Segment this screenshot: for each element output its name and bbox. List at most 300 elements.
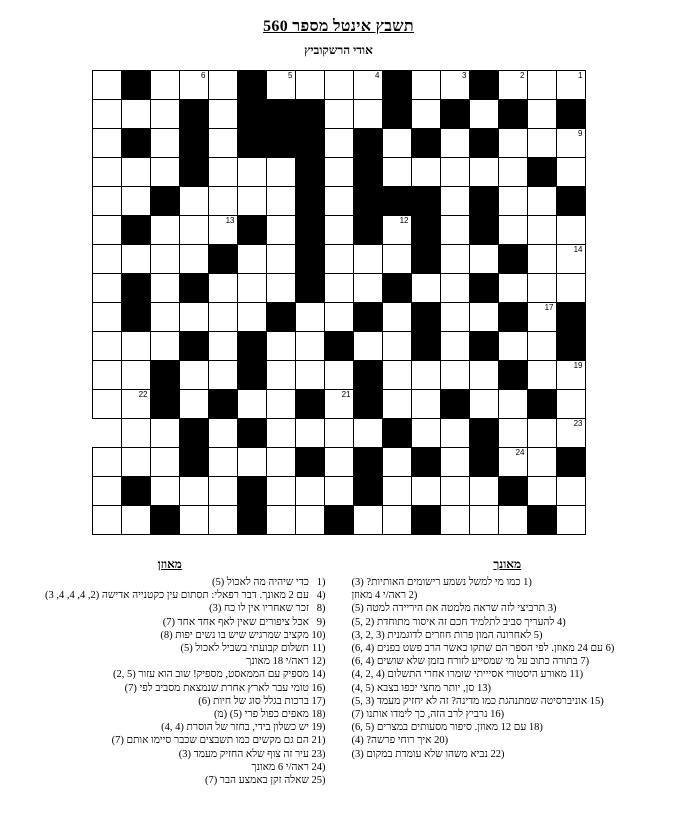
grid-cell-open[interactable] (469, 245, 498, 274)
grid-cell-number: 13 (225, 216, 235, 225)
grid-cell-open[interactable] (150, 245, 179, 274)
across-clue-item (14, 629, 326, 642)
grid-cell-open[interactable] (382, 448, 411, 477)
grid-cell-open[interactable] (295, 303, 324, 332)
grid-cell-open[interactable] (382, 303, 411, 332)
grid-cell-open[interactable] (324, 129, 353, 158)
grid-cell-open[interactable] (266, 477, 295, 506)
down-clue-number: (13 (476, 682, 491, 694)
grid-cell-block (237, 129, 266, 158)
grid-cell-open[interactable] (469, 477, 498, 506)
grid-cell-open[interactable] (411, 158, 440, 187)
across-clue-text: הם גם מקשים כמו תשבצים שכבר סיימו אותם (7) (111, 735, 312, 747)
grid-cell-open[interactable] (469, 303, 498, 332)
grid-cell-block (237, 71, 266, 100)
grid-cell-open[interactable] (208, 158, 237, 187)
grid-cell-open[interactable] (324, 361, 353, 390)
grid-cell-open[interactable] (266, 187, 295, 216)
grid-cell-block (411, 187, 440, 216)
grid-cell-number: 17 (544, 303, 554, 312)
grid-cell-open[interactable] (382, 390, 411, 419)
grid-cell-block (498, 303, 527, 332)
grid-cell-block (498, 361, 527, 390)
grid-cell-open[interactable] (411, 71, 440, 100)
grid-cell-block (150, 506, 179, 535)
grid-cell-open[interactable] (324, 419, 353, 448)
across-clue-text: תשלום קבועתי בשביל לאכול (5) (180, 643, 312, 655)
grid-cell-block (295, 129, 324, 158)
grid-row (92, 158, 585, 187)
grid-cell-open[interactable] (266, 158, 295, 187)
grid-cell-open[interactable] (353, 71, 382, 100)
grid-cell-block (295, 187, 324, 216)
grid-row (92, 506, 585, 535)
grid-cell-open[interactable] (237, 448, 266, 477)
grid-cell-open[interactable] (150, 100, 179, 129)
grid-cell-block (295, 216, 324, 245)
grid-cell-open[interactable] (295, 506, 324, 535)
grid-cell-open[interactable] (527, 477, 556, 506)
across-clue-number: (19 (311, 722, 326, 734)
down-clue-text: ראה/י 4 מאוזן (351, 590, 409, 602)
across-clue-text: אכל ציפורים שאין לאף אחד אחד (7) (162, 616, 312, 628)
grid-cell-open[interactable] (556, 361, 585, 390)
grid-cell-open[interactable] (353, 419, 382, 448)
grid-cell-open[interactable] (92, 303, 121, 332)
grid-cell-open[interactable] (527, 216, 556, 245)
grid-cell-open[interactable] (179, 361, 208, 390)
grid-cell-open[interactable] (527, 187, 556, 216)
grid-cell-block (179, 100, 208, 129)
grid-cell-number: 20 (515, 361, 525, 370)
grid-cell-open[interactable] (498, 129, 527, 158)
grid-cell-open[interactable] (527, 245, 556, 274)
grid-cell-open[interactable] (324, 71, 353, 100)
grid-cell-block (295, 158, 324, 187)
grid-cell-open[interactable] (121, 187, 150, 216)
across-clue-text: טומי עבר לארץ אחרת שנמצאת מסביב לפי (7) (124, 682, 312, 694)
clues-across-list (14, 576, 326, 787)
grid-cell-open[interactable] (498, 390, 527, 419)
grid-cell-number: 8 (201, 100, 206, 109)
grid-cell-block (411, 216, 440, 245)
grid-row (92, 216, 585, 245)
grid-cell-open[interactable] (556, 274, 585, 303)
grid-cell-block (469, 419, 498, 448)
grid-cell-open[interactable] (266, 448, 295, 477)
grid-cell-open[interactable] (556, 216, 585, 245)
grid-cell-open[interactable] (527, 303, 556, 332)
grid-cell-number: 9 (578, 129, 583, 138)
grid-cell-open[interactable] (179, 245, 208, 274)
grid-cell-open[interactable] (411, 274, 440, 303)
grid-cell-block (353, 477, 382, 506)
grid-cell-open[interactable] (208, 419, 237, 448)
grid-cell-open[interactable] (469, 506, 498, 535)
grid-cell-block (295, 245, 324, 274)
grid-cell-open[interactable] (208, 448, 237, 477)
grid-row (92, 390, 585, 419)
grid-cell-open[interactable] (92, 332, 121, 361)
grid-cell-number: 1 (578, 71, 583, 80)
down-clue-item (351, 734, 663, 747)
grid-cell-block (295, 448, 324, 477)
grid-cell-open[interactable] (266, 71, 295, 100)
grid-cell-open[interactable] (92, 158, 121, 187)
grid-cell-open[interactable] (150, 332, 179, 361)
grid-row (92, 187, 585, 216)
grid-cell-block (121, 216, 150, 245)
down-clue-item (351, 642, 663, 655)
grid-cell-open[interactable] (556, 419, 585, 448)
clues-down-heading: מאונך (493, 557, 522, 571)
across-clue-text: ברכות בגלל סוג של חיות (6) (198, 695, 312, 707)
grid-cell-open[interactable] (150, 274, 179, 303)
grid-cell-block (150, 361, 179, 390)
grid-cell-open[interactable] (92, 361, 121, 390)
down-clue-number: (2 (408, 590, 418, 602)
grid-cell-open[interactable] (150, 71, 179, 100)
grid-cell-open[interactable] (208, 274, 237, 303)
grid-cell-open[interactable] (498, 419, 527, 448)
grid-cell-open[interactable] (208, 506, 237, 535)
grid-cell-open[interactable] (237, 303, 266, 332)
grid-cell-open[interactable] (440, 477, 469, 506)
grid-cell-open[interactable] (121, 158, 150, 187)
grid-cell-block (469, 448, 498, 477)
grid-cell-open[interactable] (469, 158, 498, 187)
grid-cell-open[interactable] (237, 390, 266, 419)
grid-cell-block (266, 100, 295, 129)
grid-cell-open[interactable] (179, 390, 208, 419)
grid-cell-open[interactable] (527, 71, 556, 100)
grid-cell-block (150, 187, 179, 216)
grid-cell-open[interactable] (237, 274, 266, 303)
grid-cell-open[interactable] (498, 448, 527, 477)
grid-cell-number: 25 (312, 448, 322, 457)
grid-cell-open[interactable] (266, 506, 295, 535)
down-clue-item (351, 655, 663, 668)
grid-cell-block (237, 100, 266, 129)
across-clue-item (14, 774, 326, 787)
grid-cell-open[interactable] (179, 71, 208, 100)
grid-cell-open[interactable] (208, 216, 237, 245)
grid-cell-open[interactable] (208, 303, 237, 332)
grid-cell-open[interactable] (208, 332, 237, 361)
grid-cell-block (179, 158, 208, 187)
across-clue-item (14, 668, 326, 681)
grid-row (92, 448, 585, 477)
grid-cell-open[interactable] (440, 158, 469, 187)
grid-cell-number: 4 (375, 71, 380, 80)
grid-cell-open[interactable] (411, 100, 440, 129)
grid-cell-open[interactable] (121, 390, 150, 419)
grid-cell-open[interactable] (382, 216, 411, 245)
grid-cell-open[interactable] (208, 100, 237, 129)
grid-cell-open[interactable] (324, 187, 353, 216)
down-clue-text: בתורה כתוב על מי שמסייע לזורח בזמן שלא שושים (4 ,6) (351, 656, 581, 668)
grid-cell-open[interactable] (498, 158, 527, 187)
grid-cell-open[interactable] (527, 100, 556, 129)
across-clue-number: (21 (311, 735, 326, 747)
grid-cell-open[interactable] (440, 419, 469, 448)
grid-cell-open[interactable] (498, 274, 527, 303)
grid-cell-open[interactable] (556, 71, 585, 100)
grid-cell-open[interactable] (266, 361, 295, 390)
grid-cell-block (179, 419, 208, 448)
grid-cell-number: 16 (399, 274, 409, 283)
grid-cell-open[interactable] (353, 245, 382, 274)
grid-cell-open[interactable] (556, 158, 585, 187)
grid-cell-open[interactable] (324, 448, 353, 477)
grid-cell-open[interactable] (411, 419, 440, 448)
grid-cell-open[interactable] (440, 303, 469, 332)
grid-cell-block (382, 274, 411, 303)
grid-cell-open[interactable] (208, 477, 237, 506)
grid-cell-block (353, 187, 382, 216)
grid-cell-block (353, 158, 382, 187)
grid-cell-open[interactable] (208, 71, 237, 100)
grid-cell-open[interactable] (150, 158, 179, 187)
grid-cell-open[interactable] (121, 361, 150, 390)
grid-cell-open[interactable] (179, 506, 208, 535)
grid-cell-open[interactable] (440, 187, 469, 216)
grid-cell-open[interactable] (266, 332, 295, 361)
grid-cell-open[interactable] (179, 303, 208, 332)
grid-cell-number: 11 (574, 187, 583, 196)
grid-cell-block (469, 187, 498, 216)
grid-cell-open[interactable] (469, 100, 498, 129)
across-clue-item (14, 682, 326, 695)
grid-cell-open[interactable] (237, 187, 266, 216)
grid-cell-open[interactable] (208, 361, 237, 390)
grid-cell-open[interactable] (121, 506, 150, 535)
grid-cell-open[interactable] (121, 245, 150, 274)
grid-cell-open[interactable] (556, 390, 585, 419)
grid-cell-open[interactable] (208, 187, 237, 216)
grid-cell-block (440, 100, 469, 129)
grid-cell-open[interactable] (440, 448, 469, 477)
grid-cell-open[interactable] (382, 361, 411, 390)
grid-cell-open[interactable] (382, 332, 411, 361)
grid-cell-open[interactable] (440, 245, 469, 274)
grid-cell-block (411, 303, 440, 332)
grid-cell-open[interactable] (92, 506, 121, 535)
down-clue-number: (4 (557, 616, 566, 628)
grid-cell-open[interactable] (266, 245, 295, 274)
grid-cell-open[interactable] (440, 332, 469, 361)
grid-cell-open[interactable] (527, 129, 556, 158)
down-clue-text: תרביצי לזה שראה מלמטה את היריידה למטה (5) (351, 603, 548, 615)
grid-cell-open[interactable] (150, 419, 179, 448)
grid-cell-block (121, 129, 150, 158)
down-clue-number: (11 (569, 669, 584, 681)
across-clue-item (14, 642, 326, 655)
grid-cell-open[interactable] (469, 390, 498, 419)
grid-cell-number: 19 (573, 361, 583, 370)
down-clue-item (351, 602, 663, 615)
grid-row (92, 129, 585, 158)
grid-cell-open[interactable] (92, 448, 121, 477)
grid-cell-block (527, 390, 556, 419)
grid-cell-open[interactable] (527, 332, 556, 361)
grid-cell-open[interactable] (324, 274, 353, 303)
across-clue-number: (9 (316, 616, 326, 628)
grid-cell-open[interactable] (498, 187, 527, 216)
grid-cell-block (237, 332, 266, 361)
grid-row (92, 303, 585, 332)
grid-cell-open[interactable] (382, 477, 411, 506)
grid-cell-open[interactable] (382, 506, 411, 535)
grid-cell-open[interactable] (150, 303, 179, 332)
grid-cell-open[interactable] (266, 274, 295, 303)
across-clue-number: (24 (311, 761, 326, 773)
grid-cell-open[interactable] (353, 274, 382, 303)
grid-cell-open[interactable] (498, 216, 527, 245)
page-title: תשבץ אינטל מספר 560 (263, 18, 414, 35)
grid-cell-open[interactable] (556, 129, 585, 158)
grid-cell-open[interactable] (324, 390, 353, 419)
across-clue-text: עם 2 מאונך. דבר רפאלי: תסתום עין כקטנייה אדישה (2, 4, 4, 4, 3) (45, 590, 312, 602)
grid-cell-open[interactable] (150, 448, 179, 477)
grid-cell-open[interactable] (92, 187, 121, 216)
grid-cell-open[interactable] (440, 506, 469, 535)
grid-cell-open[interactable] (440, 274, 469, 303)
grid-cell-open[interactable] (440, 129, 469, 158)
grid-cell-open[interactable] (92, 245, 121, 274)
down-clue-text: נרביץ לרב הזה, כך לימדו אותנו (7) (351, 709, 491, 721)
grid-cell-open[interactable] (324, 216, 353, 245)
across-clue-number: (18 (311, 709, 326, 721)
grid-cell-open[interactable] (469, 361, 498, 390)
grid-cell-open[interactable] (121, 100, 150, 129)
grid-cell-open[interactable] (92, 477, 121, 506)
grid-cell-open[interactable] (411, 361, 440, 390)
down-clue-text: אוניברסיטה שמתנהגת כמו מדינה? זה לא יחזיק מעמד (3 ,5) (351, 695, 590, 707)
grid-cell-open[interactable] (295, 477, 324, 506)
crossword-grid[interactable] (92, 70, 586, 535)
grid-cell-open[interactable] (527, 361, 556, 390)
grid-cell-block (353, 448, 382, 477)
grid-cell-open[interactable] (498, 506, 527, 535)
grid-cell-open[interactable] (527, 419, 556, 448)
grid-cell-open[interactable] (556, 506, 585, 535)
across-clue-text: מספיק עם הממאסט, מספיק! שוב הוא עזור (5 ,2) (112, 669, 312, 681)
grid-cell-open[interactable] (382, 158, 411, 187)
grid-cell-block (440, 390, 469, 419)
grid-cell-open[interactable] (527, 274, 556, 303)
across-clue-item (14, 708, 326, 721)
grid-cell-open[interactable] (440, 71, 469, 100)
grid-cell-open[interactable] (92, 129, 121, 158)
grid-cell-open[interactable] (295, 332, 324, 361)
grid-cell-block (237, 216, 266, 245)
grid-cell-open[interactable] (208, 129, 237, 158)
grid-cell-open[interactable] (150, 477, 179, 506)
grid-cell-open[interactable] (411, 390, 440, 419)
grid-cell-block (382, 187, 411, 216)
grid-cell-open[interactable] (121, 448, 150, 477)
down-clue-item (351, 682, 663, 695)
grid-cell-open[interactable] (440, 216, 469, 245)
down-clue-item (351, 668, 663, 681)
grid-cell-open[interactable] (353, 506, 382, 535)
grid-cell-block (353, 216, 382, 245)
grid-cell-open[interactable] (150, 216, 179, 245)
grid-cell-open[interactable] (382, 245, 411, 274)
grid-cell-open[interactable] (121, 419, 150, 448)
grid-cell-block (237, 477, 266, 506)
grid-cell-open[interactable] (295, 361, 324, 390)
grid-cell-open[interactable] (121, 332, 150, 361)
grid-cell-open[interactable] (179, 477, 208, 506)
across-clue-item (14, 589, 326, 602)
grid-cell-open[interactable] (498, 71, 527, 100)
grid-cell-open[interactable] (382, 129, 411, 158)
grid-cell-open[interactable] (324, 477, 353, 506)
grid-cell-open[interactable] (179, 187, 208, 216)
grid-cell-block (556, 187, 585, 216)
grid-cell-open[interactable] (266, 216, 295, 245)
grid-cell-open[interactable] (411, 477, 440, 506)
grid-cell-open[interactable] (556, 477, 585, 506)
grid-cell-open[interactable] (295, 419, 324, 448)
down-clue-text: עם 24 מאוזן. לפי הספר הם שתקו כאשר הרב פשט בפנים (4 ,6) (351, 643, 606, 655)
grid-cell-open[interactable] (92, 71, 121, 100)
grid-cell-open[interactable] (237, 158, 266, 187)
grid-cell-block (353, 361, 382, 390)
grid-cell-open[interactable] (150, 129, 179, 158)
grid-cell-open[interactable] (556, 245, 585, 274)
grid-row (92, 332, 585, 361)
grid-cell-open[interactable] (440, 361, 469, 390)
grid-cell-open[interactable] (353, 332, 382, 361)
grid-cell-open[interactable] (92, 390, 121, 419)
grid-cell-open[interactable] (324, 245, 353, 274)
clues-across-column (14, 557, 326, 787)
clues-down-list (351, 576, 663, 761)
across-clue-text: עיר זה צוף שלא החזיק מעמד (3) (178, 748, 312, 760)
grid-cell-open[interactable] (266, 419, 295, 448)
down-clue-item (351, 708, 663, 721)
down-clue-number: (16 (490, 709, 505, 721)
grid-row (92, 361, 585, 390)
grid-cell-open[interactable] (92, 274, 121, 303)
grid-cell-open[interactable] (266, 390, 295, 419)
grid-cell-open[interactable] (92, 216, 121, 245)
grid-cell-open[interactable] (324, 100, 353, 129)
grid-cell-number: 14 (573, 245, 583, 254)
grid-cell-number: 21 (341, 390, 351, 399)
grid-cell-open[interactable] (237, 245, 266, 274)
across-clue-item (14, 602, 326, 615)
grid-cell-open[interactable] (92, 100, 121, 129)
grid-cell-open[interactable] (324, 303, 353, 332)
grid-cell-block (150, 390, 179, 419)
across-clue-number: (25 (311, 775, 326, 787)
grid-cell-open[interactable] (498, 332, 527, 361)
grid-cell-open[interactable] (324, 158, 353, 187)
grid-cell-open[interactable] (353, 100, 382, 129)
grid-cell-block (179, 274, 208, 303)
grid-cell-block (353, 303, 382, 332)
grid-cell-open[interactable] (295, 71, 324, 100)
grid-cell-open[interactable] (527, 448, 556, 477)
down-clue-item (351, 695, 663, 708)
grid-cell-block (208, 390, 237, 419)
grid-cell-open[interactable] (179, 216, 208, 245)
crossword-grid-container (0, 70, 677, 535)
